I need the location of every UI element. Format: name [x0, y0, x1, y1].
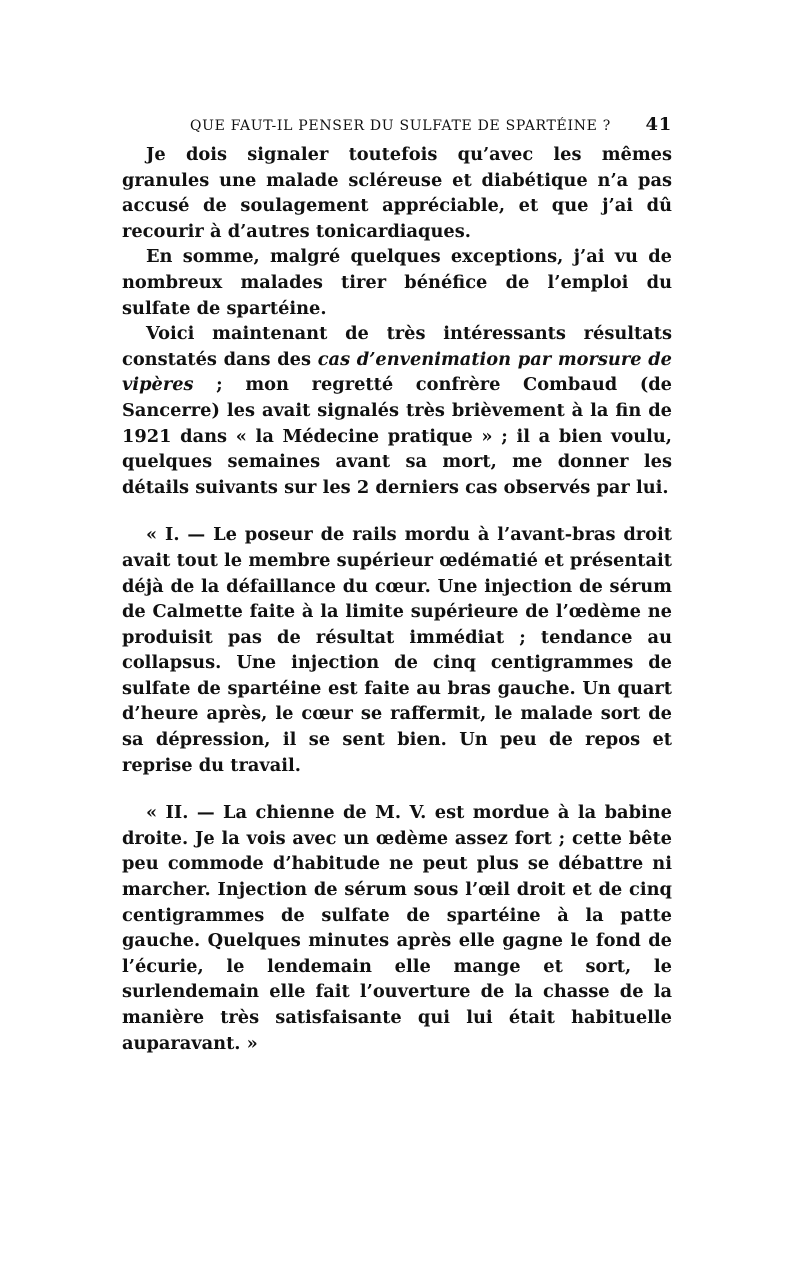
page-number: 41 [645, 114, 672, 135]
paragraph-signal-exception: Je dois signaler toutefois qu’avec les mêmes granules une malade scléreuse et diabétique n’a pas accusé de soulagement appréciable, et que j’ai dû recourir à d’autres tonicardiaques. [122, 144, 672, 242]
paragraph-vipere-intro [122, 321, 672, 500]
paragraph-case-one: « I. — Le poseur de rails mordu à l’avant-bras droit avait tout le membre supérieur œdématié et présentait déjà de la défaillance du cœur. Une injection de sérum de Calmette faite à la limite supérieure de l’œdème ne produisit pas de résultat immédiat ; tendance au collapsus. Une injection de cinq centigrammes de sulfate de spartéine est faite au bras gauche. Un quart d’heure après, le cœur se raffermit, le malade sort de sa dépression, il se sent bien. Un peu de repos et reprise du travail. [122, 524, 672, 776]
body-text [122, 142, 672, 1056]
running-title: QUE FAUT-IL PENSER DU SULFATE DE SPARTÉINE ? [190, 118, 611, 134]
running-header [190, 112, 672, 142]
paragraph-en-somme: En somme, malgré quelques exceptions, j’ai vu de nombreux malades tirer bénéfice de l’emploi du sulfate de spartéine. [122, 246, 672, 319]
paragraph-vipere-intro-start: Voici maintenant de très intéressants résultats constatés dans des [122, 323, 672, 370]
book-page [122, 112, 672, 1056]
paragraph-vipere-intro-end: ; mon regretté confrère Combaud (de Sancerre) les avait signalés très brièvement à la fin de 1921 dans « la Médecine pratique » ; il a bien voulu, quelques semaines avant sa mort, me donner les détails suivants sur les 2 derniers cas observés par lui. [122, 374, 672, 498]
paragraph-vipere-intro-italic: cas d’envenimation par morsure de vipères [122, 348, 672, 396]
paragraph-case-two: « II. — La chienne de M. V. est mordue à la babine droite. Je la vois avec un œdème assez fort ; cette bête peu commode d’habitude ne peut plus se débattre ni marcher. Injection de sérum sous l’œil droit et de cinq centigrammes de sulfate de spartéine à la patte gauche. Quelques minutes après elle gagne le fond de l’écurie, le lendemain elle mange et sort, le surlendemain elle fait l’ouverture de la chasse de la manière très satisfaisante qui lui était habituelle auparavant. » [122, 802, 672, 1054]
